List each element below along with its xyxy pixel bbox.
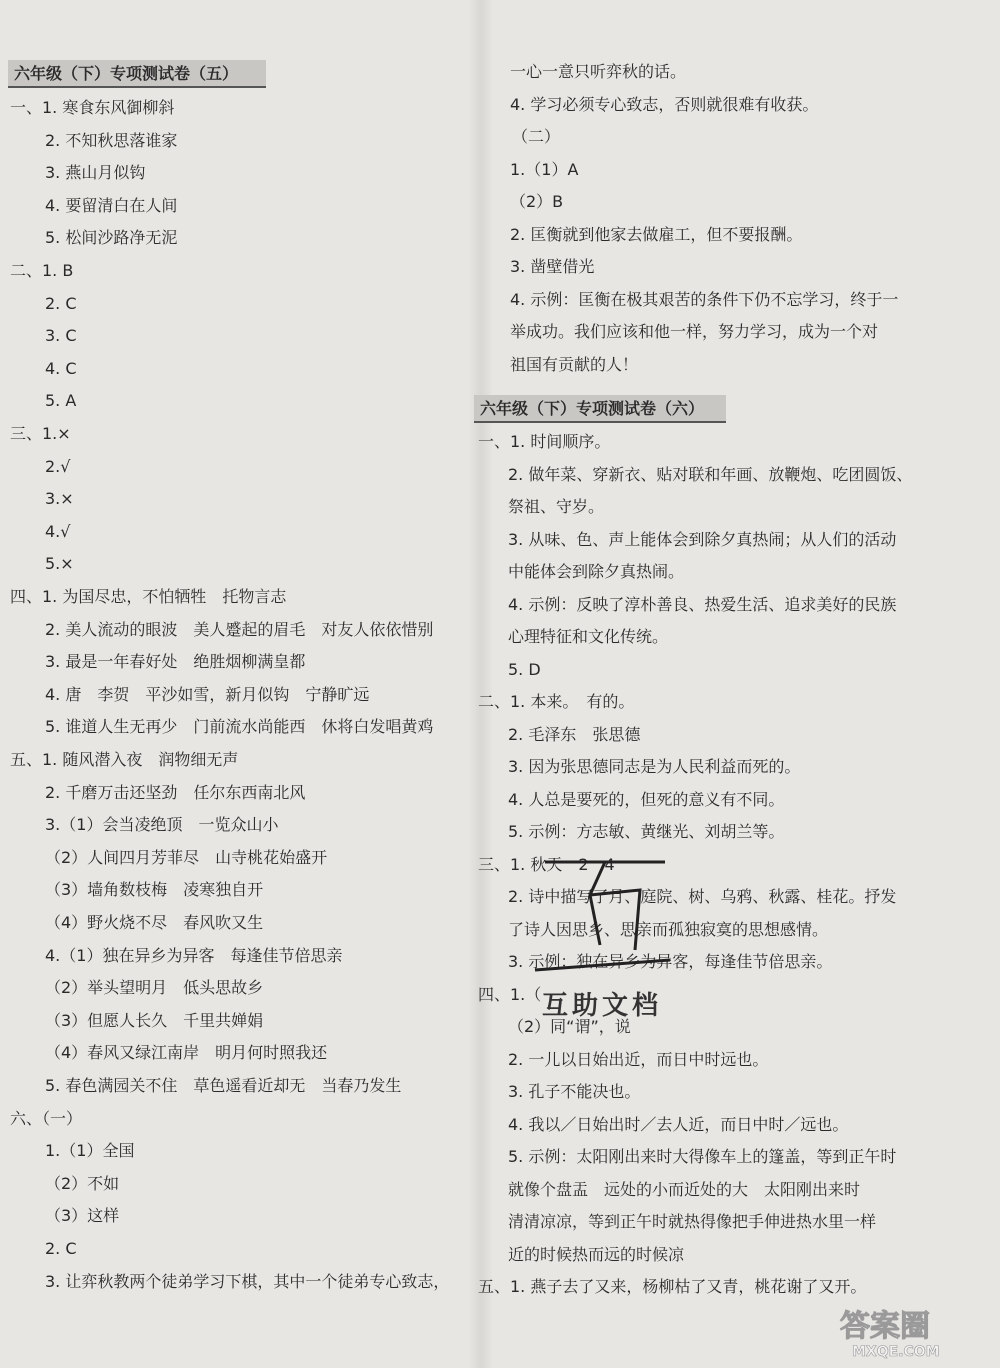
- answer-line: 四、1. 为国尽忠，不怕牺牲 托物言志: [10, 587, 287, 606]
- answer-line: （2）B: [510, 192, 564, 211]
- answer-line: 了诗人因思乡、思亲而孤独寂寞的思想感情。: [508, 919, 829, 939]
- answer-line: （4）春风又绿江南岸 明月何时照我还: [45, 1043, 328, 1063]
- answer-line: 2.√: [45, 456, 71, 476]
- handwritten-scribble: [530, 850, 680, 980]
- answer-line: （2）人间四月芳菲尽 山寺桃花始盛开: [45, 847, 328, 867]
- answer-line: 5. D: [508, 659, 541, 679]
- answer-line: 1.（1）A: [510, 159, 579, 179]
- section-header-test-6: 六年级（下）专项测试卷（六）: [474, 395, 726, 423]
- answer-line: （3）但愿人长久 千里共婵娟: [45, 1010, 264, 1030]
- answer-line: 4. 人总是要死的，但死的意义有不同。: [508, 789, 785, 809]
- answer-line: 3. 因为张思德同志是为人民利益而死的。: [508, 757, 801, 776]
- answer-line: 五、1. 燕子去了又来，杨柳枯了又青，桃花谢了又开。: [478, 1277, 867, 1296]
- answer-line: 一心一意只听弈秋的话。: [510, 62, 687, 81]
- watermark-text: 互助文档: [542, 991, 663, 1021]
- answer-line: 2. C: [45, 293, 77, 313]
- answer-line: 一、1. 寒食东风御柳斜: [10, 98, 175, 117]
- answer-line: 4. 示例：反映了淳朴善良、热爱生活、追求美好的民族: [508, 594, 897, 614]
- answer-line: 2. 千磨万击还坚劲 任尔东西南北风: [45, 782, 306, 802]
- answer-line: 4. 要留清白在人间: [45, 195, 178, 215]
- answer-line: （二）: [512, 127, 561, 146]
- answer-line: （2）不如: [45, 1173, 120, 1193]
- answer-line: 六、（一）: [10, 1108, 83, 1128]
- answer-line: 4. 学习必须专心致志，否则就很难有收获。: [510, 94, 819, 114]
- answer-line: 5.×: [45, 554, 74, 574]
- answer-line: 2. 诗中描写了月、庭院、树、乌鸦、秋露、桂花。抒发: [508, 887, 897, 906]
- answer-line: 2. 美人流动的眼波 美人蹙起的眉毛 对友人依依惜别: [45, 619, 434, 639]
- answer-line: 2. 一儿以日始出近，而日中时远也。: [508, 1049, 769, 1069]
- answer-line: 五、1. 随风潜入夜 润物细无声: [10, 750, 239, 769]
- answer-line: 2. 不知秋思落谁家: [45, 130, 178, 150]
- answer-line: 5. A: [45, 391, 77, 411]
- answer-line: 1.（1）全国: [45, 1141, 135, 1161]
- answer-line: 3. 凿壁借光: [510, 257, 595, 276]
- answer-line: 二、1. B: [10, 261, 74, 280]
- answer-line: （3）这样: [45, 1206, 120, 1226]
- answer-line: （2）举头望明月 低头思故乡: [45, 978, 264, 998]
- answer-line: 2. 做年菜、穿新衣、贴对联和年画、放鞭炮、吃团圆饭、: [508, 464, 913, 484]
- answer-line: 三、1. 秋天 2 4: [478, 854, 615, 874]
- answer-line: 3. 让弈秋教两个徒弟学习下棋，其中一个徒弟专心致志，: [45, 1271, 450, 1291]
- logo-subtext: MXQE.COM: [852, 1344, 940, 1360]
- answer-line: 3. 示例：独在异乡为异客，每逢佳节倍思亲。: [508, 952, 833, 971]
- answer-line: 四、1.（: [478, 984, 542, 1004]
- answer-line: 5. 松间沙路净无泥: [45, 228, 178, 248]
- answer-line: 4. 我以／日始出时／去人近，而日中时／远也。: [508, 1114, 849, 1134]
- answer-line: 5. 谁道人生无再少 门前流水尚能西 休将白发唱黄鸡: [45, 717, 434, 737]
- answer-line: 5. 示例：太阳刚出来时大得像车上的篷盖，等到正午时: [508, 1147, 897, 1166]
- answer-line: 2. C: [45, 1239, 77, 1258]
- answer-line: （4）野火烧不尽 春风吹又生: [45, 913, 264, 932]
- answer-line: 近的时候热而远的时候凉: [508, 1244, 685, 1264]
- answer-line: 祖国有贡献的人！: [510, 354, 639, 374]
- answer-line: 3. 从味、色、声上能体会到除夕真热闹；从人们的活动: [508, 529, 897, 549]
- answer-line: 5. 春色满园关不住 草色遥看近却无 当春乃发生: [45, 1076, 402, 1095]
- answer-line: 3. 孔子不能决也。: [508, 1082, 641, 1101]
- answer-line: 心理特征和文化传统。: [508, 627, 669, 646]
- answer-line: （2）同“谓”，说: [508, 1017, 631, 1036]
- answer-line: 三、1.×: [10, 424, 71, 443]
- answer-line: 举成功。我们应该和他一样，努力学习，成为一个对: [510, 322, 879, 341]
- answer-line: 3. C: [45, 326, 77, 346]
- answer-line: 中能体会到除夕真热闹。: [508, 562, 685, 581]
- answer-line: 4. 唐 李贺 平沙如雪，新月似钩 宁静旷远: [45, 684, 370, 704]
- answer-line: 4.（1）独在异乡为异客 每逢佳节倍思亲: [45, 945, 343, 965]
- page-gutter: [470, 0, 492, 1368]
- answer-line: 3. 燕山月似钩: [45, 163, 146, 183]
- answer-line: 4. C: [45, 358, 77, 378]
- answer-line: 4.√: [45, 521, 71, 541]
- answer-line: 就像个盘盂 远处的小而近处的大 太阳刚出来时: [508, 1179, 861, 1199]
- answer-line: 2. 毛泽东 张思德: [508, 724, 641, 744]
- answer-line: 3.×: [45, 489, 74, 509]
- answer-line: 4. 示例：匡衡在极其艰苦的条件下仍不忘学习，终于一: [510, 289, 899, 309]
- site-logo: [830, 1300, 990, 1360]
- answer-line: 5. 示例：方志敏、黄继光、刘胡兰等。: [508, 822, 785, 841]
- answer-line: 祭祖、守岁。: [508, 497, 605, 516]
- answer-line: （3）墙角数枝梅 凌寒独自开: [45, 880, 264, 900]
- logo-text: 答案圈: [840, 1309, 930, 1344]
- answer-line: 3.（1）会当凌绝顶 一览众山小: [45, 815, 279, 835]
- answer-line: 二、1. 本来。 有的。: [478, 692, 635, 711]
- answer-line: 一、1. 时间顺序。: [478, 432, 611, 451]
- section-header-test-5: 六年级（下）专项测试卷（五）: [8, 60, 266, 88]
- answer-line: 3. 最是一年春好处 绝胜烟柳满皇都: [45, 652, 306, 672]
- answer-line: 2. 匡衡就到他家去做雇工，但不要报酬。: [510, 224, 803, 244]
- answer-line: 清清凉凉，等到正午时就热得像把手伸进热水里一样: [508, 1212, 877, 1231]
